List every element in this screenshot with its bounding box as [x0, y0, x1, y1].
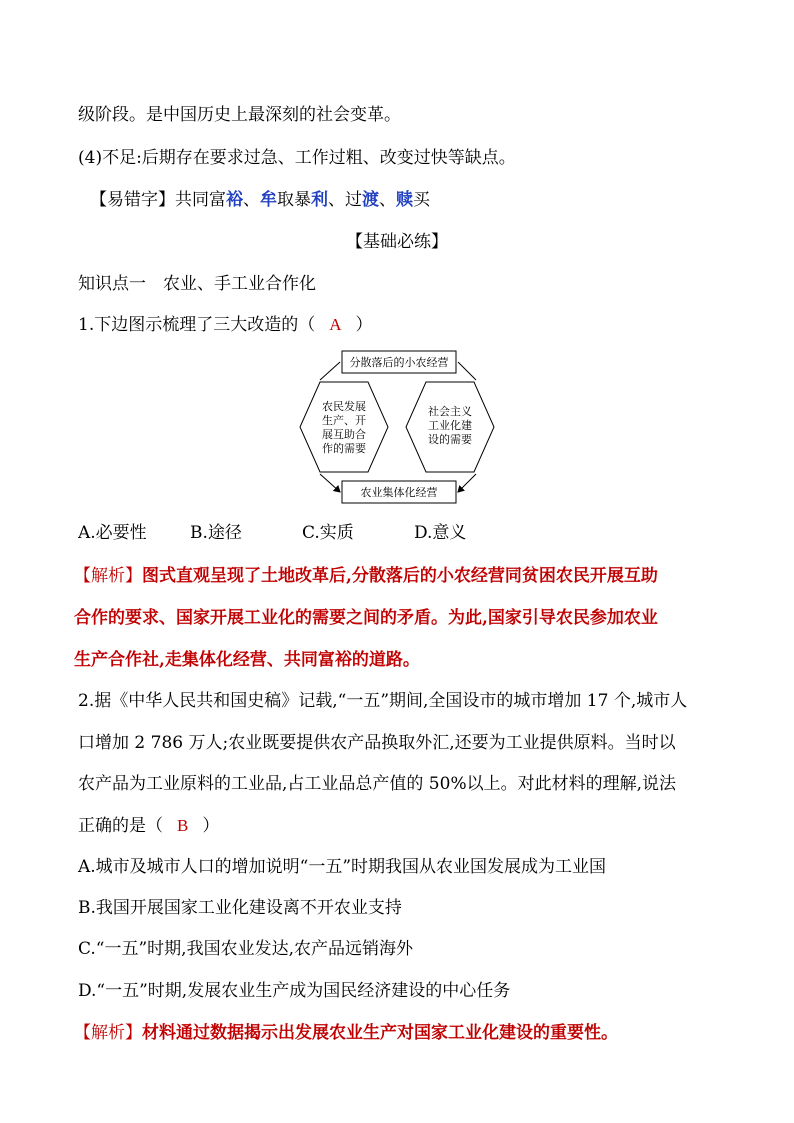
diagram-left-line: 农民发展	[322, 400, 366, 413]
typo-word: 裕	[226, 190, 243, 210]
typo-text: 、	[243, 190, 260, 210]
typo-word: 渡	[362, 190, 379, 210]
q2-stem-line-4	[78, 815, 219, 837]
diagram-top-label: 分散落后的小农经营	[349, 356, 449, 369]
diagram-arrow-top-left	[320, 362, 340, 380]
q1-explanation-label: 【解析】	[74, 566, 142, 586]
reform-diagram	[290, 347, 506, 507]
q1-option-a: A.必要性	[78, 523, 147, 543]
q1-stem	[78, 314, 373, 336]
q1-explanation-line-3: 生产合作社,走集体化经营、共同富裕的道路。	[74, 650, 420, 670]
typo-line	[90, 189, 430, 211]
typo-text: 买	[413, 190, 430, 210]
typo-word: 牟	[260, 190, 277, 210]
q2-stem-line-3: 农产品为工业原料的工业品,占工业品总产值的 50%以上。对此材料的理解,说法	[78, 774, 676, 794]
q2-stem-prefix: 正确的是（	[78, 816, 163, 836]
q2-explanation-label: 【解析】	[74, 1023, 142, 1043]
q1-option-d: D.意义	[414, 523, 467, 543]
q1-explanation-line-1	[74, 565, 658, 587]
q2-option-d: D.“一五”时期,发展农业生产成为国民经济建设的中心任务	[78, 981, 511, 1001]
q2-explanation	[74, 1022, 618, 1044]
knowledge-point-heading: 知识点一 农业、手工业合作化	[78, 274, 316, 294]
diagram-arrow-top-right	[458, 362, 476, 380]
diagram-right-line: 设的需要	[428, 433, 472, 446]
q2-option-c: C.“一五”时期,我国农业发达,农产品远销海外	[78, 939, 413, 959]
typo-text: 、	[379, 190, 396, 210]
typo-word: 利	[311, 190, 328, 210]
intro-line-1: 级阶段。是中国历史上最深刻的社会变革。	[78, 105, 401, 125]
q2-option-a: A.城市及城市人口的增加说明“一五”时期我国从农业国发展成为工业国	[78, 857, 607, 877]
section-title: 【基础必练】	[346, 232, 448, 252]
q1-answer: A	[329, 315, 342, 334]
typo-text: 共同富	[175, 190, 226, 210]
diagram-bottom-label: 农业集体化经营	[360, 486, 438, 499]
typo-label: 【易错字】	[90, 190, 175, 210]
diagram-left-line: 展互助合	[322, 428, 366, 441]
q2-option-b: B.我国开展国家工业化建设离不开农业支持	[78, 898, 402, 918]
q2-explanation-text: 材料通过数据揭示出发展农业生产对国家工业化建设的重要性。	[142, 1023, 618, 1043]
q2-stem-suffix: ）	[202, 816, 220, 836]
diagram-arrow-bottom-left	[320, 474, 340, 492]
diagram-arrow-bottom-right	[458, 474, 476, 492]
q1-option-c: C.实质	[302, 523, 354, 543]
q1-explanation-text: 图式直观呈现了土地改革后,分散落后的小农经营同贫困农民开展互助	[142, 566, 658, 586]
typo-text: 取暴	[277, 190, 311, 210]
q1-options	[78, 522, 466, 544]
q2-answer: B	[177, 816, 189, 835]
intro-line-2: (4)不足:后期存在要求过急、工作过粗、改变过快等缺点。	[78, 148, 516, 168]
diagram-left-hexagon	[300, 382, 388, 472]
diagram-left-line: 作的需要	[322, 442, 366, 455]
diagram-left-line: 生产、开	[322, 414, 366, 427]
q2-stem-line-2: 口增加 2 786 万人;农业既要提供农产品换取外汇,还要为工业提供原料。当时以	[78, 733, 676, 753]
diagram-right-line: 工业化建	[428, 419, 472, 432]
typo-text: 、过	[328, 190, 362, 210]
q1-explanation-line-2: 合作的要求、国家开展工业化的需要之间的矛盾。为此,国家引导农民参加农业	[74, 608, 658, 628]
q1-option-b: B.途径	[190, 523, 242, 543]
diagram-right-line: 社会主义	[428, 405, 472, 418]
q1-stem-end: ）	[355, 315, 373, 335]
q2-stem-line-1: 2.据《中华人民共和国史稿》记载,“一五”期间,全国设市的城市增加 17 个,城市人	[78, 691, 688, 711]
typo-word: 赎	[396, 190, 413, 210]
q1-stem-text: 1.下边图示梳理了三大改造的（	[78, 315, 316, 335]
